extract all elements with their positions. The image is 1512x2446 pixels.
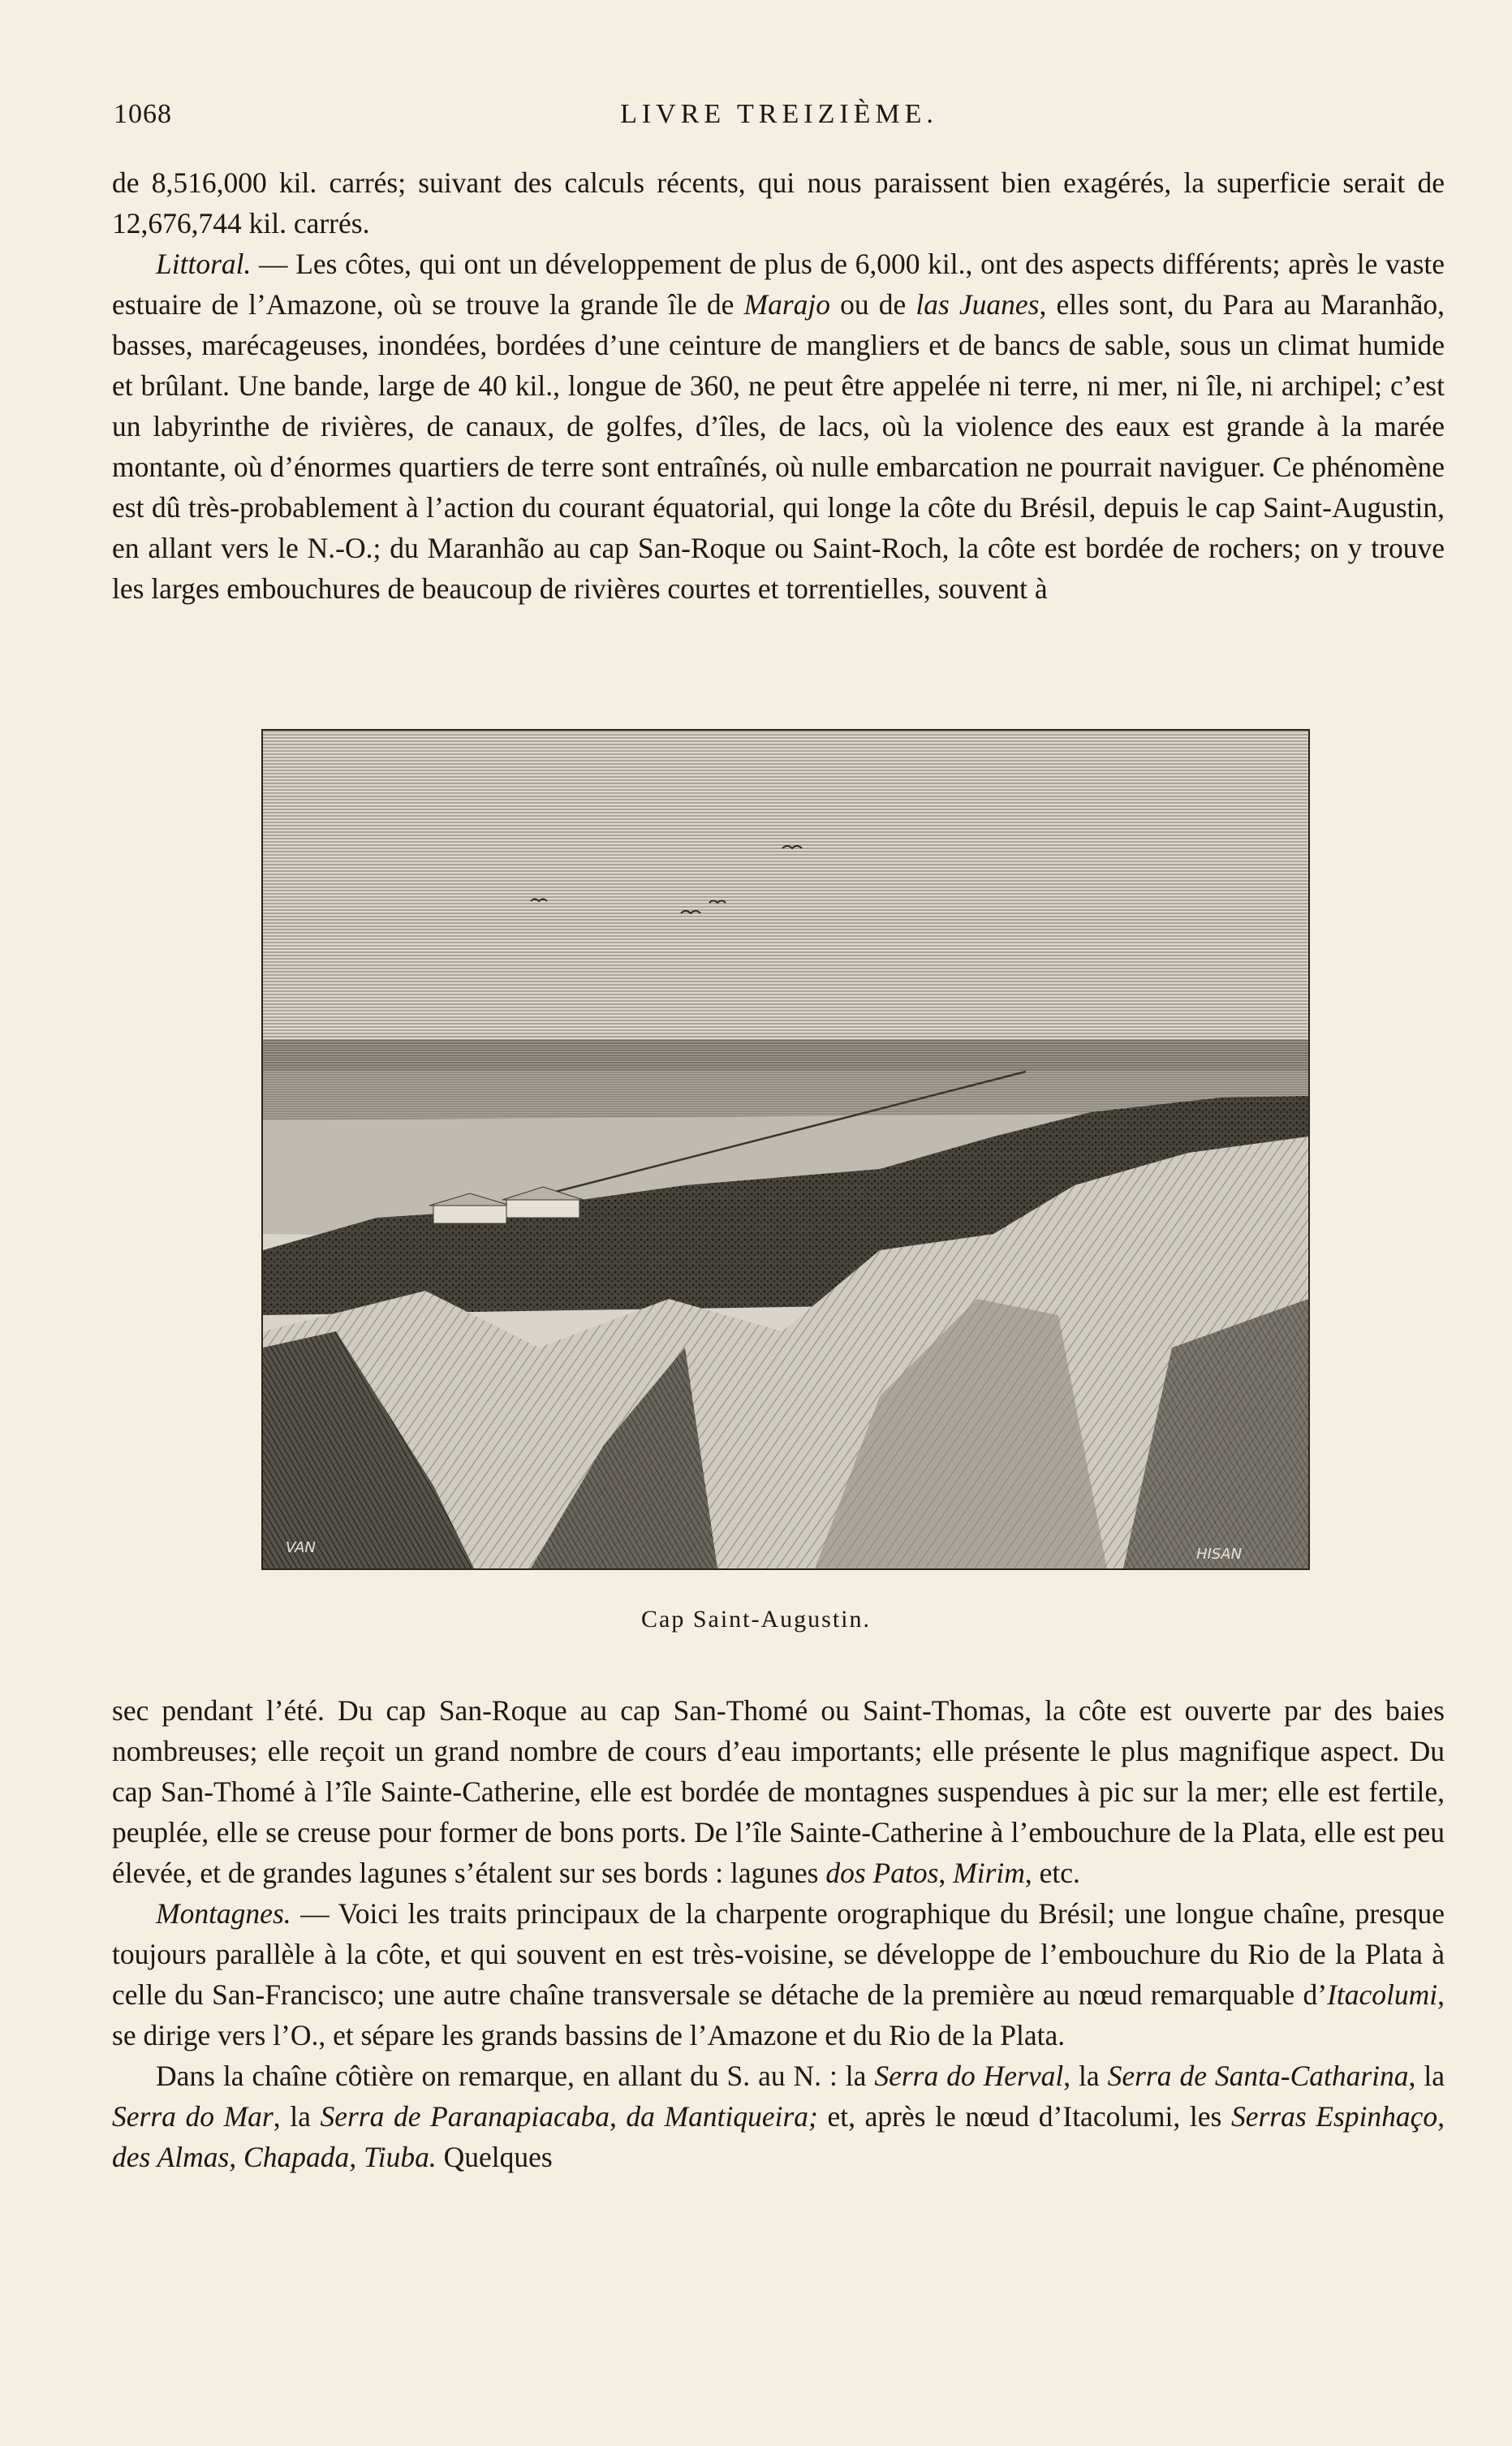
place-name-dos-patos: dos Patos (825, 1857, 939, 1889)
place-name-las-juanes: las Juanes (915, 288, 1040, 321)
text-run: , (938, 1857, 954, 1889)
section-heading-montagnes: Montagnes. (156, 1897, 291, 1930)
text-run: Dans la chaîne côtière on remarque, en allant du S. au N. : la (156, 2060, 875, 2092)
signature-left: VAN (286, 1539, 316, 1556)
engraving-illustration (261, 729, 1310, 1570)
text-run: Quelques (436, 2141, 553, 2173)
paragraph-montagnes (112, 1893, 1445, 2056)
text-run: et, après le nœud d’Itacolumi, les (817, 2100, 1231, 2133)
top-text-block (112, 162, 1445, 609)
paragraph-chaine-cotiere (112, 2056, 1445, 2177)
place-name-serra-paranapiacaba: Serra de Paranapiacaba, da Mantiqueira; (320, 2100, 818, 2133)
text-run: sec pendant l’été. Du cap San-Roque au cap San-Thomé ou Saint-Thomas, la côte est ouverte par des baies nombreuses; elle reçoit un grand nombre de cours d’eau importants; elle présente le plus magnifique aspect. Du cap San-Thomé à l’île Sainte-Catherine, elle est bordée de montagnes suspendues à pic sur la mer; elle est fertile, peuplée, elle se creuse pour former de bons ports. De l’île Sainte-Catherine à l’embouchure de la Plata, elle est peu élevée, et de grandes lagunes s’étalent sur ses bords : lagunes (112, 1694, 1445, 1889)
text-run: , la (273, 2100, 321, 2133)
text-run: ou de (830, 288, 916, 321)
text-run: , la (1063, 2060, 1108, 2092)
signature-right: HISAN (1196, 1546, 1243, 1563)
bottom-text-block (112, 1690, 1445, 2177)
paragraph-littoral (112, 244, 1445, 609)
paragraph-cotes-sud (112, 1690, 1445, 1893)
place-name-marajo: Marajo (743, 288, 831, 321)
text-run: , etc. (1024, 1857, 1080, 1889)
figure-caption: Cap Saint-Augustin. (641, 1606, 871, 1633)
text-run: , se dirige vers l’O., et sépare les grands bassins de l’Amazone et du Rio de la Plata. (112, 1978, 1445, 2051)
place-name-serras-espinhaco: Serras Espinhaço, des Almas, Chapada, Tiuba. (112, 2100, 1445, 2173)
place-name-itacolumi: Itacolumi (1327, 1978, 1438, 2011)
text-run: — Les côtes, qui ont un développement de plus de 6,000 kil., ont des aspects différents; après le vaste estuaire de l’Amazone, où se trouve la grande île de (112, 248, 1445, 321)
page-header (114, 99, 1445, 140)
text-run: , elles sont, du Para au Maranhão, basses, marécageuses, inondées, bordées d’une ceinture de mangliers et de bancs de sable, sous un climat humide et brûlant. Une bande, large de 40 kil., longue de 360, ne peut être appelée ni terre, ni mer, ni île, ni archipel; c’est un labyrinthe de rivières, de canaux, de golfes, d’îles, de lacs, où la violence des eaux est grande à la marée montante, où d’énormes quartiers de terre sont entraînés, où nulle embarcation ne pourrait naviguer. Ce phénomène est dû très-probablement à l’action du courant équatorial, qui longe la côte du Brésil, depuis le cap Saint-Augustin, en allant vers le N.-O.; du Maranhão au cap San-Roque ou Saint-Roch, la côte est bordée de rochers; on y trouve les larges embouchures de beaucoup de rivières courtes et torrentielles, souvent à (112, 288, 1445, 605)
sky (263, 731, 1308, 1072)
place-name-serra-do-mar: Serra do Mar (112, 2100, 274, 2133)
running-title: LIVRE TREIZIÈME. (620, 99, 938, 129)
text-run: — Voici les traits principaux de la charpente orographique du Brésil; une longue chaîne, presque toujours parallèle à la côte, et qui souvent en est très-voisine, se développe de l’embouchure du Rio de la Plata à celle du San-Francisco; une autre chaîne transversale se détache de la première au nœud remarquable d’ (112, 1897, 1445, 2011)
section-heading-littoral: Littoral. (156, 248, 252, 280)
page-number: 1068 (114, 99, 172, 129)
place-name-mirim: Mirim (953, 1857, 1025, 1889)
place-name-serra-santa-catharina: Serra de Santa-Catharina (1107, 2060, 1409, 2092)
paragraph-superficie: de 8,516,000 kil. carrés; suivant des calculs récents, qui nous paraissent bien exagérés, la superficie serait de 12,676,744 kil. carrés. (112, 166, 1445, 239)
engraving-drawing (263, 731, 1308, 1568)
place-name-serra-do-herval: Serra do Herval (874, 2060, 1064, 2092)
text-run: , la (1408, 2060, 1445, 2092)
